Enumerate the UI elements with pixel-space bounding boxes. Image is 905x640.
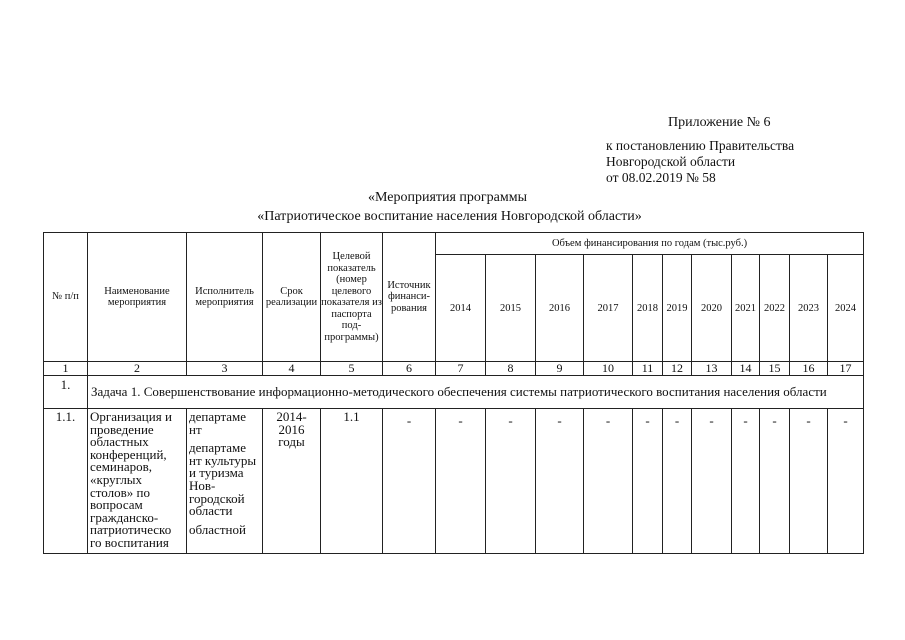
executor-line: департаме нт культуры и туризма Нов-городской области	[189, 440, 257, 519]
funding-value: -	[790, 409, 828, 554]
funding-value: -	[633, 409, 663, 554]
year-header: 2019	[663, 255, 692, 362]
column-number: 16	[790, 362, 828, 376]
column-number: 6	[383, 362, 436, 376]
program-table	[43, 232, 864, 554]
column-number: 3	[187, 362, 263, 376]
funding-value: -	[536, 409, 584, 554]
appendix-line: к постановлению Правительства	[606, 138, 795, 153]
executor-line: департаме нт	[189, 409, 247, 437]
header-source: Источник финанси-рования	[383, 233, 436, 362]
year-header: 2018	[633, 255, 663, 362]
column-number: 14	[732, 362, 760, 376]
header-funding: Объем финансирования по годам (тыс.руб.)	[436, 233, 864, 255]
column-number: 11	[633, 362, 663, 376]
year-header: 2015	[486, 255, 536, 362]
column-number: 9	[536, 362, 584, 376]
column-number: 17	[828, 362, 864, 376]
funding-value: -	[828, 409, 864, 554]
year-header: 2017	[584, 255, 633, 362]
column-number: 12	[663, 362, 692, 376]
column-number: 8	[486, 362, 536, 376]
funding-value: -	[486, 409, 536, 554]
row-name: Организация и проведение областных конференций, семинаров, «круглых столов» по вопросам гражданско-патриотическо го воспитания	[88, 409, 187, 554]
funding-value: -	[663, 409, 692, 554]
appendix-title: Приложение № 6	[668, 115, 771, 130]
executor-line: областной	[189, 521, 246, 537]
table-row	[44, 409, 864, 554]
appendix-line: Новгородской области	[606, 154, 736, 169]
year-header: 2022	[760, 255, 790, 362]
header-term: Срок реализации	[263, 233, 321, 362]
header-num: № п/п	[44, 233, 88, 362]
task-number: 1.	[44, 376, 88, 409]
task-row	[44, 376, 864, 409]
funding-value: -	[760, 409, 790, 554]
funding-value: -	[584, 409, 633, 554]
header-target: Целевой показатель (номер целевого показателя из паспорта под-программы)	[321, 233, 383, 362]
column-numbers-row	[44, 362, 864, 376]
column-number: 13	[692, 362, 732, 376]
column-number: 5	[321, 362, 383, 376]
appendix-header	[0, 0, 905, 200]
year-header: 2020	[692, 255, 732, 362]
column-number: 7	[436, 362, 486, 376]
column-number: 1	[44, 362, 88, 376]
column-number: 2	[88, 362, 187, 376]
row-term: 2014-2016 годы	[263, 409, 321, 554]
column-number: 10	[584, 362, 633, 376]
year-header: 2024	[828, 255, 864, 362]
column-number: 4	[263, 362, 321, 376]
year-header: 2016	[536, 255, 584, 362]
row-source: -	[383, 409, 436, 554]
funding-value: -	[692, 409, 732, 554]
document-heading-line2: «Патриотическое воспитание населения Новгородской области»	[257, 209, 642, 224]
column-number: 15	[760, 362, 790, 376]
appendix-line: от 08.02.2019 № 58	[606, 170, 716, 185]
row-executor	[187, 409, 263, 554]
row-number: 1.1.	[44, 409, 88, 554]
header-name: Наименование мероприятия	[88, 233, 187, 362]
document-heading-line1: «Мероприятия программы	[367, 190, 528, 205]
funding-value: -	[732, 409, 760, 554]
year-header: 2021	[732, 255, 760, 362]
header-executor: Исполнитель мероприятия	[187, 233, 263, 362]
year-header: 2014	[436, 255, 486, 362]
task-text: Задача 1. Совершенствование информационно-методического обеспечения системы патриотического воспитания населения области	[88, 376, 864, 409]
year-header: 2023	[790, 255, 828, 362]
row-target: 1.1	[321, 409, 383, 554]
funding-value: -	[436, 409, 486, 554]
